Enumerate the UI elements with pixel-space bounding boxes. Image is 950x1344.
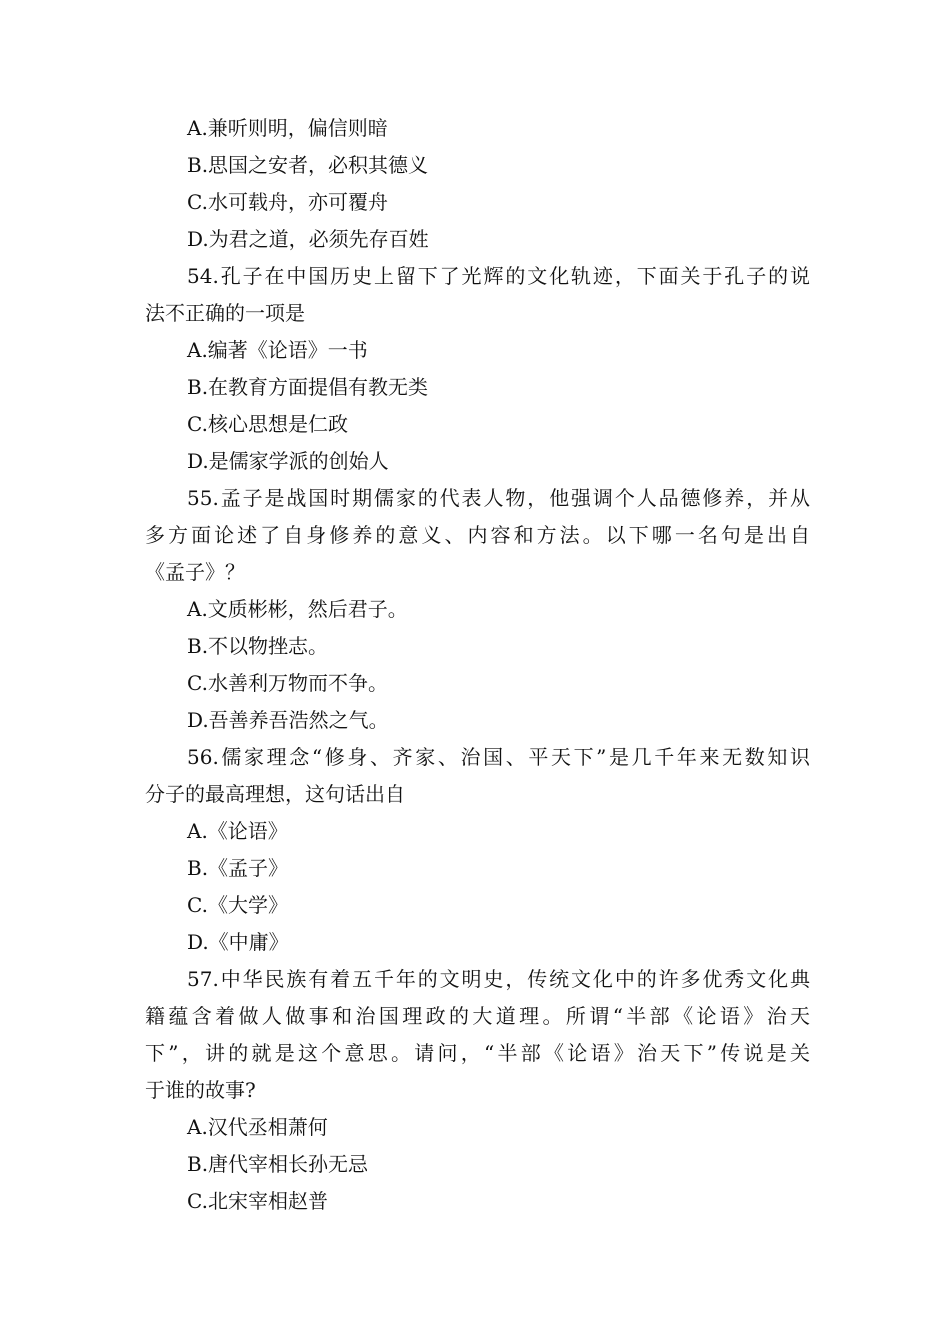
- answer-option: A.文质彬彬，然后君子。: [187, 597, 408, 621]
- answer-option: B.不以物挫志。: [187, 634, 329, 658]
- question-stem: 54.孔子在中国历史上留下了光辉的文化轨迹，下面关于孔子的说: [187, 264, 810, 288]
- answer-option: A.编著《论语》一书: [187, 338, 368, 362]
- answer-option: C.《大学》: [187, 893, 288, 917]
- answer-option: A.汉代丞相萧何: [187, 1115, 328, 1139]
- question-stem: 55.孟子是战国时期儒家的代表人物，他强调个人品德修养，并从: [187, 486, 810, 510]
- answer-option: A.兼听则明，偏信则暗: [187, 116, 388, 140]
- question-stem-continued: 《孟子》？: [145, 560, 245, 584]
- answer-option: D.《中庸》: [187, 930, 289, 954]
- question-stem-continued: 分子的最高理想，这句话出自: [145, 782, 405, 806]
- question-stem-continued: 于谁的故事?: [145, 1078, 256, 1102]
- answer-option: C.水善利万物而不争。: [187, 671, 388, 695]
- answer-option: C.核心思想是仁政: [187, 412, 348, 436]
- answer-option: C.北宋宰相赵普: [187, 1189, 328, 1213]
- answer-option: D.是儒家学派的创始人: [187, 449, 389, 473]
- answer-option: D.为君之道，必须先存百姓: [187, 227, 429, 251]
- question-stem-continued: 多方面论述了自身修养的意义、内容和方法。以下哪一名句是出自: [145, 523, 810, 547]
- page-content: [145, 110, 810, 1220]
- answer-option: C.水可载舟，亦可覆舟: [187, 190, 388, 214]
- answer-option: B.思国之安者，必积其德义: [187, 153, 429, 177]
- question-stem: 56.儒家理念“修身、齐家、治国、平天下”是几千年来无数知识: [187, 745, 810, 769]
- question-stem-continued: 籍蕴含着做人做事和治国理政的大道理。所谓“半部《论语》治天: [145, 1004, 810, 1028]
- answer-option: B.在教育方面提倡有教无类: [187, 375, 429, 399]
- question-stem-continued: 法不正确的一项是: [145, 301, 305, 325]
- answer-option: B.唐代宰相长孙无忌: [187, 1152, 369, 1176]
- answer-option: B.《孟子》: [187, 856, 289, 880]
- answer-option: A.《论语》: [187, 819, 288, 843]
- answer-option: D.吾善养吾浩然之气。: [187, 708, 389, 732]
- question-stem-continued: 下”，讲的就是这个意思。请问，“半部《论语》治天下”传说是关: [145, 1041, 810, 1065]
- question-stem: 57.中华民族有着五千年的文明史，传统文化中的许多优秀文化典: [187, 967, 810, 991]
